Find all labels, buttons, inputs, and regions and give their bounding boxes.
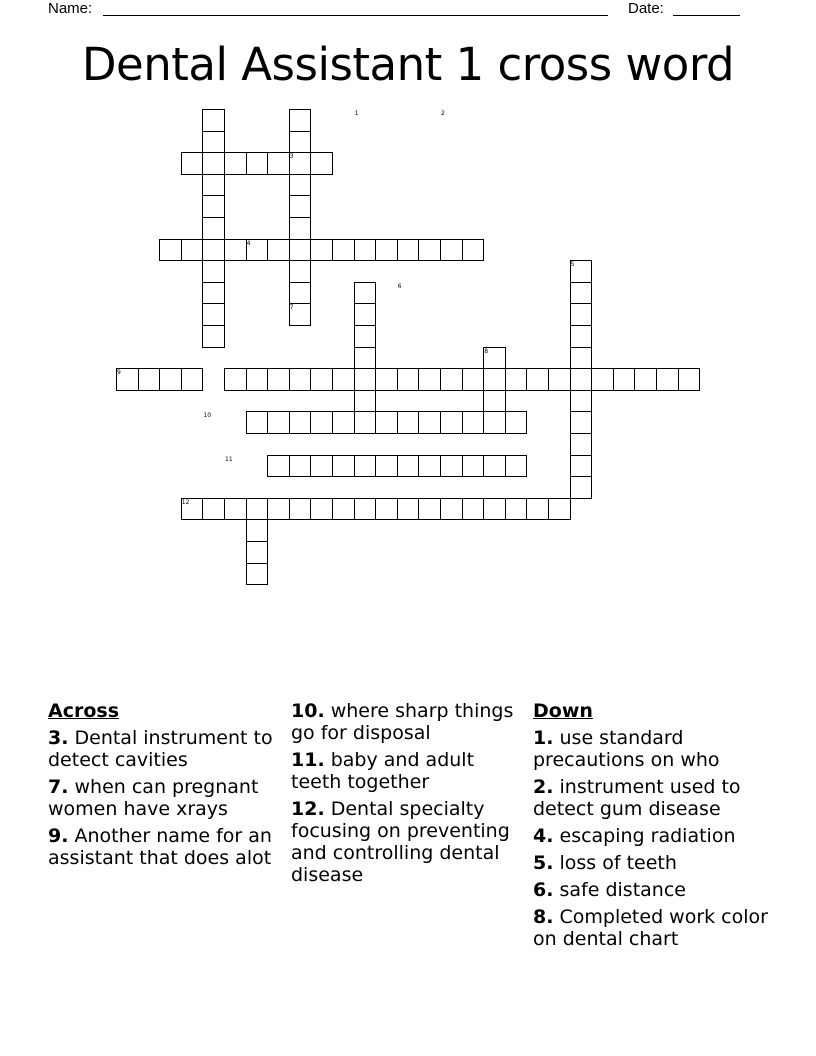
- grid-cell[interactable]: [354, 325, 377, 348]
- clue-number-label: 8: [484, 347, 489, 355]
- grid-cell[interactable]: [483, 498, 506, 521]
- grid-cell[interactable]: [310, 152, 333, 175]
- grid-cell[interactable]: [246, 368, 269, 391]
- grid-cell[interactable]: [462, 411, 485, 434]
- clue-number-label: 12: [181, 498, 190, 506]
- grid-cell[interactable]: [181, 239, 204, 262]
- grid-cell[interactable]: [375, 411, 398, 434]
- date-label: Date:: [628, 0, 664, 17]
- grid-cell[interactable]: [462, 455, 485, 478]
- clue-number: 8.: [533, 906, 554, 928]
- grid-cell[interactable]: [202, 131, 225, 154]
- clue-number-label: 9: [117, 369, 121, 377]
- grid-cell[interactable]: [310, 368, 333, 391]
- grid-cell[interactable]: [526, 498, 549, 521]
- clue-text: Dental specialty focusing on preventing and controlling dental disease: [291, 798, 510, 886]
- grid-cell[interactable]: [224, 152, 247, 175]
- grid-cell[interactable]: [375, 455, 398, 478]
- clue-number: 7.: [48, 776, 69, 798]
- grid-cell[interactable]: [289, 195, 312, 218]
- grid-cell[interactable]: [289, 282, 312, 305]
- grid-cell[interactable]: [267, 455, 290, 478]
- clue-text: where sharp things go for disposal: [291, 700, 514, 744]
- grid-cell[interactable]: [418, 411, 441, 434]
- grid-cell[interactable]: [375, 368, 398, 391]
- grid-cell[interactable]: [181, 368, 204, 391]
- grid-cell[interactable]: [570, 325, 593, 348]
- grid-cell[interactable]: [246, 563, 269, 586]
- grid-cell[interactable]: [548, 498, 571, 521]
- grid-cell[interactable]: [138, 368, 161, 391]
- grid-cell[interactable]: [375, 498, 398, 521]
- grid-cell[interactable]: [289, 455, 312, 478]
- clue-item: [291, 700, 523, 744]
- grid-cell[interactable]: [462, 498, 485, 521]
- grid-cell[interactable]: [440, 368, 463, 391]
- grid-cell[interactable]: [202, 109, 225, 132]
- grid-cell[interactable]: [332, 239, 355, 262]
- clue-number-label: 7: [289, 304, 294, 312]
- clue-text: when can pregnant women have xrays: [48, 776, 259, 820]
- grid-cell[interactable]: [548, 368, 571, 391]
- grid-cell[interactable]: [202, 152, 225, 175]
- grid-cell[interactable]: [246, 498, 269, 521]
- grid-cell[interactable]: [267, 411, 290, 434]
- grid-cell[interactable]: [289, 109, 312, 132]
- grid-cell[interactable]: [570, 390, 593, 413]
- grid-cell[interactable]: [354, 368, 377, 391]
- clue-item: [533, 906, 773, 950]
- clue-item: [533, 727, 773, 771]
- clue-item: [291, 798, 523, 886]
- grid-cell[interactable]: [526, 368, 549, 391]
- grid-cell[interactable]: [202, 195, 225, 218]
- grid-cell[interactable]: [289, 411, 312, 434]
- grid-cell[interactable]: [570, 282, 593, 305]
- clue-number: 4.: [533, 825, 554, 847]
- grid-cell[interactable]: [224, 239, 247, 262]
- grid-cell[interactable]: [202, 174, 225, 197]
- grid-cell[interactable]: [354, 239, 377, 262]
- grid-cell[interactable]: [656, 368, 679, 391]
- clue-number-label: 4: [246, 239, 251, 247]
- grid-cell[interactable]: [505, 498, 528, 521]
- grid-cell[interactable]: [397, 239, 420, 262]
- grid-cell[interactable]: [289, 239, 312, 262]
- grid-cell[interactable]: [267, 498, 290, 521]
- grid-cell[interactable]: [397, 455, 420, 478]
- grid-cell[interactable]: [440, 455, 463, 478]
- grid-cell[interactable]: [202, 282, 225, 305]
- clue-number-label: 11: [225, 455, 233, 463]
- clue-number-label: 1: [354, 110, 359, 117]
- clue-number: 11.: [291, 749, 325, 771]
- grid-cell[interactable]: [570, 347, 593, 370]
- across-clues-column-continued: [291, 700, 523, 891]
- down-clues-column: [533, 700, 773, 955]
- grid-cell[interactable]: [440, 239, 463, 262]
- clue-item: [48, 727, 278, 771]
- clue-text: Another name for an assistant that does alot: [48, 825, 272, 869]
- down-heading: Down: [533, 700, 593, 722]
- clue-text: safe distance: [559, 879, 686, 901]
- grid-cell[interactable]: [397, 368, 420, 391]
- grid-cell[interactable]: [418, 455, 441, 478]
- grid-cell[interactable]: [354, 282, 377, 305]
- name-label: Name:: [48, 0, 93, 17]
- grid-cell[interactable]: [246, 411, 269, 434]
- grid-cell[interactable]: [483, 411, 506, 434]
- clue-text: loss of teeth: [559, 852, 677, 874]
- clue-text: Completed work color on dental chart: [533, 906, 768, 950]
- grid-cell[interactable]: [332, 498, 355, 521]
- grid-cell[interactable]: [202, 239, 225, 262]
- clue-number: 10.: [291, 700, 325, 722]
- grid-cell[interactable]: [418, 368, 441, 391]
- clue-number: 3.: [48, 727, 69, 749]
- clue-number: 9.: [48, 825, 69, 847]
- clue-text: baby and adult teeth together: [291, 749, 475, 793]
- grid-cell[interactable]: [332, 455, 355, 478]
- grid-cell[interactable]: [570, 303, 593, 326]
- grid-cell[interactable]: [310, 498, 333, 521]
- grid-cell[interactable]: [440, 411, 463, 434]
- grid-cell[interactable]: [570, 411, 593, 434]
- grid-cell[interactable]: [570, 433, 593, 456]
- clue-item: [48, 825, 278, 869]
- grid-cell[interactable]: [289, 217, 312, 240]
- grid-cell[interactable]: [462, 368, 485, 391]
- grid-cell[interactable]: [354, 303, 377, 326]
- grid-cell[interactable]: [505, 455, 528, 478]
- clue-number: 5.: [533, 852, 554, 874]
- grid-cell[interactable]: [289, 368, 312, 391]
- grid-cell[interactable]: [202, 260, 225, 283]
- grid-cell[interactable]: [570, 476, 593, 499]
- clue-item: [533, 776, 773, 820]
- grid-cell[interactable]: [591, 368, 614, 391]
- grid-cell[interactable]: [397, 411, 420, 434]
- grid-cell[interactable]: [310, 411, 333, 434]
- grid-cell[interactable]: [505, 368, 528, 391]
- grid-cell[interactable]: [289, 260, 312, 283]
- grid-cell[interactable]: [440, 498, 463, 521]
- clue-text: use standard precautions on who: [533, 727, 720, 771]
- grid-cell[interactable]: [462, 239, 485, 262]
- grid-cell[interactable]: [570, 368, 593, 391]
- grid-cell[interactable]: [267, 368, 290, 391]
- clue-item: [533, 852, 773, 874]
- clue-number: 1.: [533, 727, 554, 749]
- grid-cell[interactable]: [505, 411, 528, 434]
- grid-cell[interactable]: [418, 239, 441, 262]
- grid-cell[interactable]: [202, 498, 225, 521]
- grid-cell[interactable]: [332, 411, 355, 434]
- grid-cell[interactable]: [483, 368, 506, 391]
- grid-cell[interactable]: [354, 347, 377, 370]
- grid-cell[interactable]: [570, 455, 593, 478]
- clue-item: [291, 749, 523, 793]
- clue-item: [533, 879, 773, 901]
- grid-cell[interactable]: [310, 455, 333, 478]
- clue-number-label: 6: [397, 282, 402, 290]
- page-title: Dental Assistant 1 cross word: [81, 38, 735, 91]
- clue-number-label: 3: [289, 153, 294, 161]
- grid-cell[interactable]: [224, 368, 247, 391]
- grid-cell[interactable]: [483, 390, 506, 413]
- clue-number: 12.: [291, 798, 325, 820]
- clue-number-label: 5: [570, 261, 575, 269]
- across-clues-column: [48, 700, 278, 874]
- grid-cell[interactable]: [267, 152, 290, 175]
- clue-number: 2.: [533, 776, 554, 798]
- grid-cell[interactable]: [202, 217, 225, 240]
- grid-cell[interactable]: [310, 239, 333, 262]
- clue-item: [48, 776, 278, 820]
- clue-item: [533, 825, 773, 847]
- clue-number-label: 2: [441, 110, 445, 117]
- grid-cell[interactable]: [332, 368, 355, 391]
- grid-cell[interactable]: [202, 325, 225, 348]
- grid-cell[interactable]: [224, 498, 247, 521]
- clue-number-label: 10: [203, 412, 212, 420]
- grid-cell[interactable]: [483, 455, 506, 478]
- clue-text: instrument used to detect gum disease: [533, 776, 741, 820]
- grid-cell[interactable]: [159, 368, 182, 391]
- grid-cell[interactable]: [289, 174, 312, 197]
- grid-cell[interactable]: [418, 498, 441, 521]
- grid-cell[interactable]: [246, 541, 269, 564]
- grid-cell[interactable]: [354, 498, 377, 521]
- grid-cell[interactable]: [289, 131, 312, 154]
- grid-cell[interactable]: [634, 368, 657, 391]
- clue-number: 6.: [533, 879, 554, 901]
- grid-cell[interactable]: [354, 390, 377, 413]
- grid-cell[interactable]: [181, 152, 204, 175]
- grid-cell[interactable]: [159, 239, 182, 262]
- grid-cell[interactable]: [246, 152, 269, 175]
- grid-cell[interactable]: [289, 498, 312, 521]
- grid-cell[interactable]: [267, 239, 290, 262]
- grid-cell[interactable]: [678, 368, 701, 391]
- grid-cell[interactable]: [202, 303, 225, 326]
- grid-cell[interactable]: [354, 455, 377, 478]
- across-heading: Across: [48, 700, 120, 722]
- grid-cell[interactable]: [613, 368, 636, 391]
- grid-cell[interactable]: [354, 411, 377, 434]
- grid-cell[interactable]: [375, 239, 398, 262]
- clue-text: escaping radiation: [559, 825, 736, 847]
- grid-cell[interactable]: [246, 519, 269, 542]
- grid-cell[interactable]: [397, 498, 420, 521]
- clue-text: Dental instrument to detect cavities: [48, 727, 273, 771]
